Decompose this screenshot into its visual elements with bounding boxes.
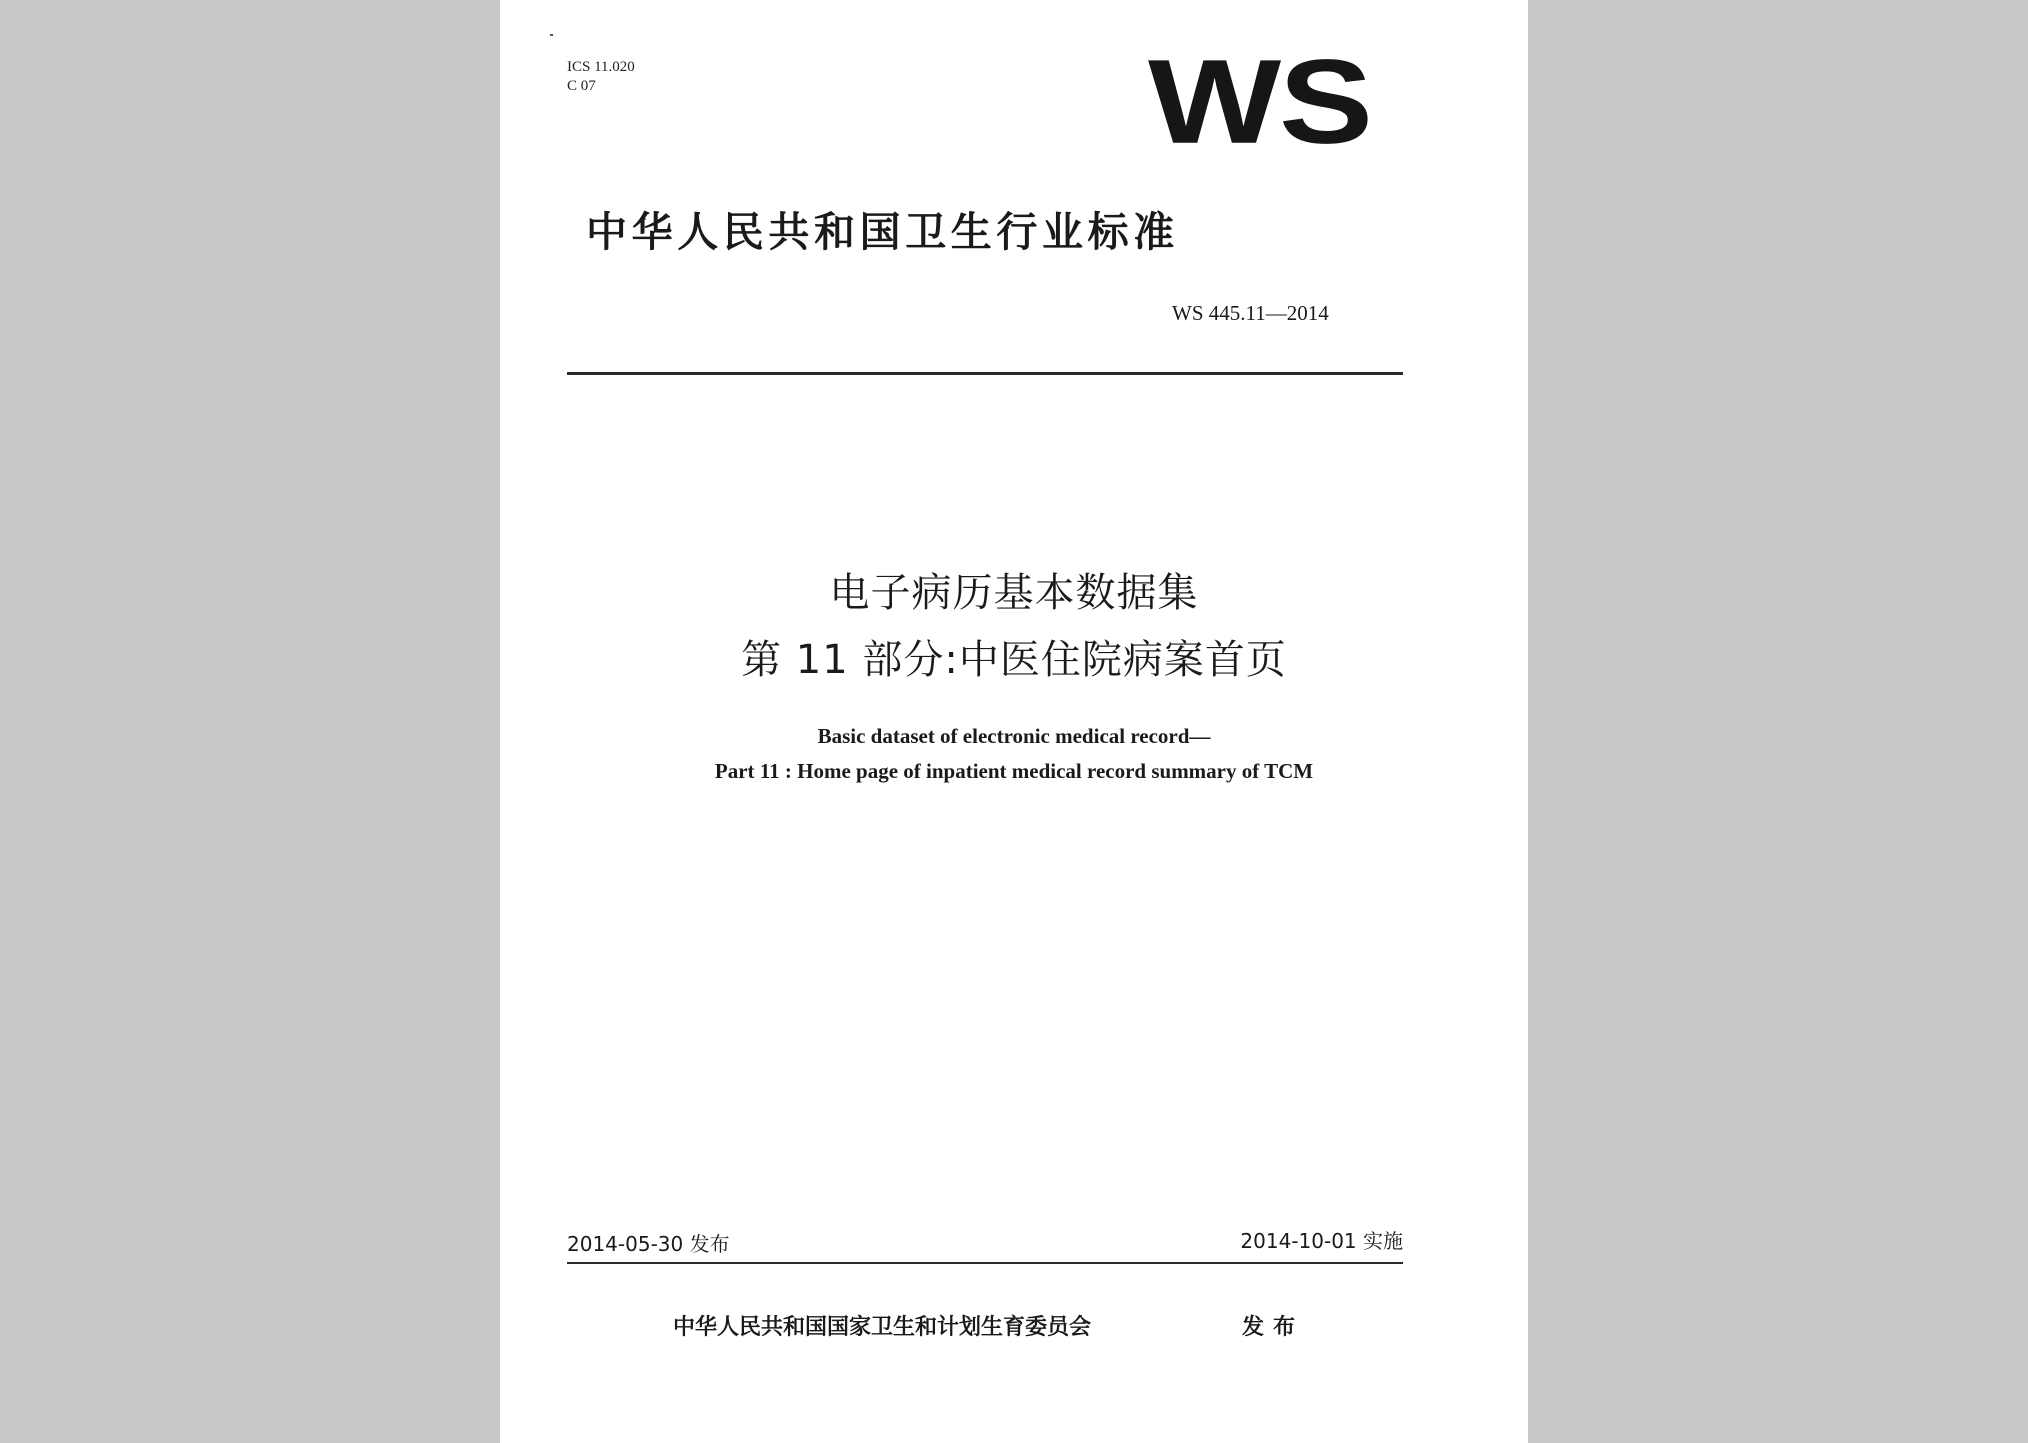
publish-label: 发布: [1242, 1315, 1305, 1340]
ccs-code: C 07: [567, 78, 596, 94]
english-title-line-1: Basic dataset of electronic medical record—: [817, 724, 1211, 748]
footer-divider: [567, 1262, 1403, 1264]
publisher-name: 中华人民共和国国家卫生和计划生育委员会: [673, 1315, 1092, 1340]
ics-code: ICS 11.020: [567, 59, 635, 75]
english-title-line-2: Part 11 : Home page of inpatient medical record summary of TCM: [714, 759, 1314, 783]
ws-logo: WS: [1148, 34, 1371, 169]
classification-codes: [567, 58, 635, 96]
scan-mark: [550, 34, 553, 36]
implementation-date: 2014-10-01 实施: [1240, 1229, 1403, 1253]
issue-date: 2014-05-30 发布: [567, 1232, 730, 1256]
standard-category-title: 中华人民共和国卫生行业标准: [586, 208, 1179, 256]
chinese-title-line-2: 第 11 部分:中医住院病案首页: [741, 637, 1287, 683]
chinese-title-line-1: 电子病历基本数据集: [829, 570, 1199, 616]
document-page: [500, 0, 1528, 1443]
header-divider: [567, 372, 1403, 375]
standard-number: WS 445.11—2014: [1172, 301, 1329, 325]
